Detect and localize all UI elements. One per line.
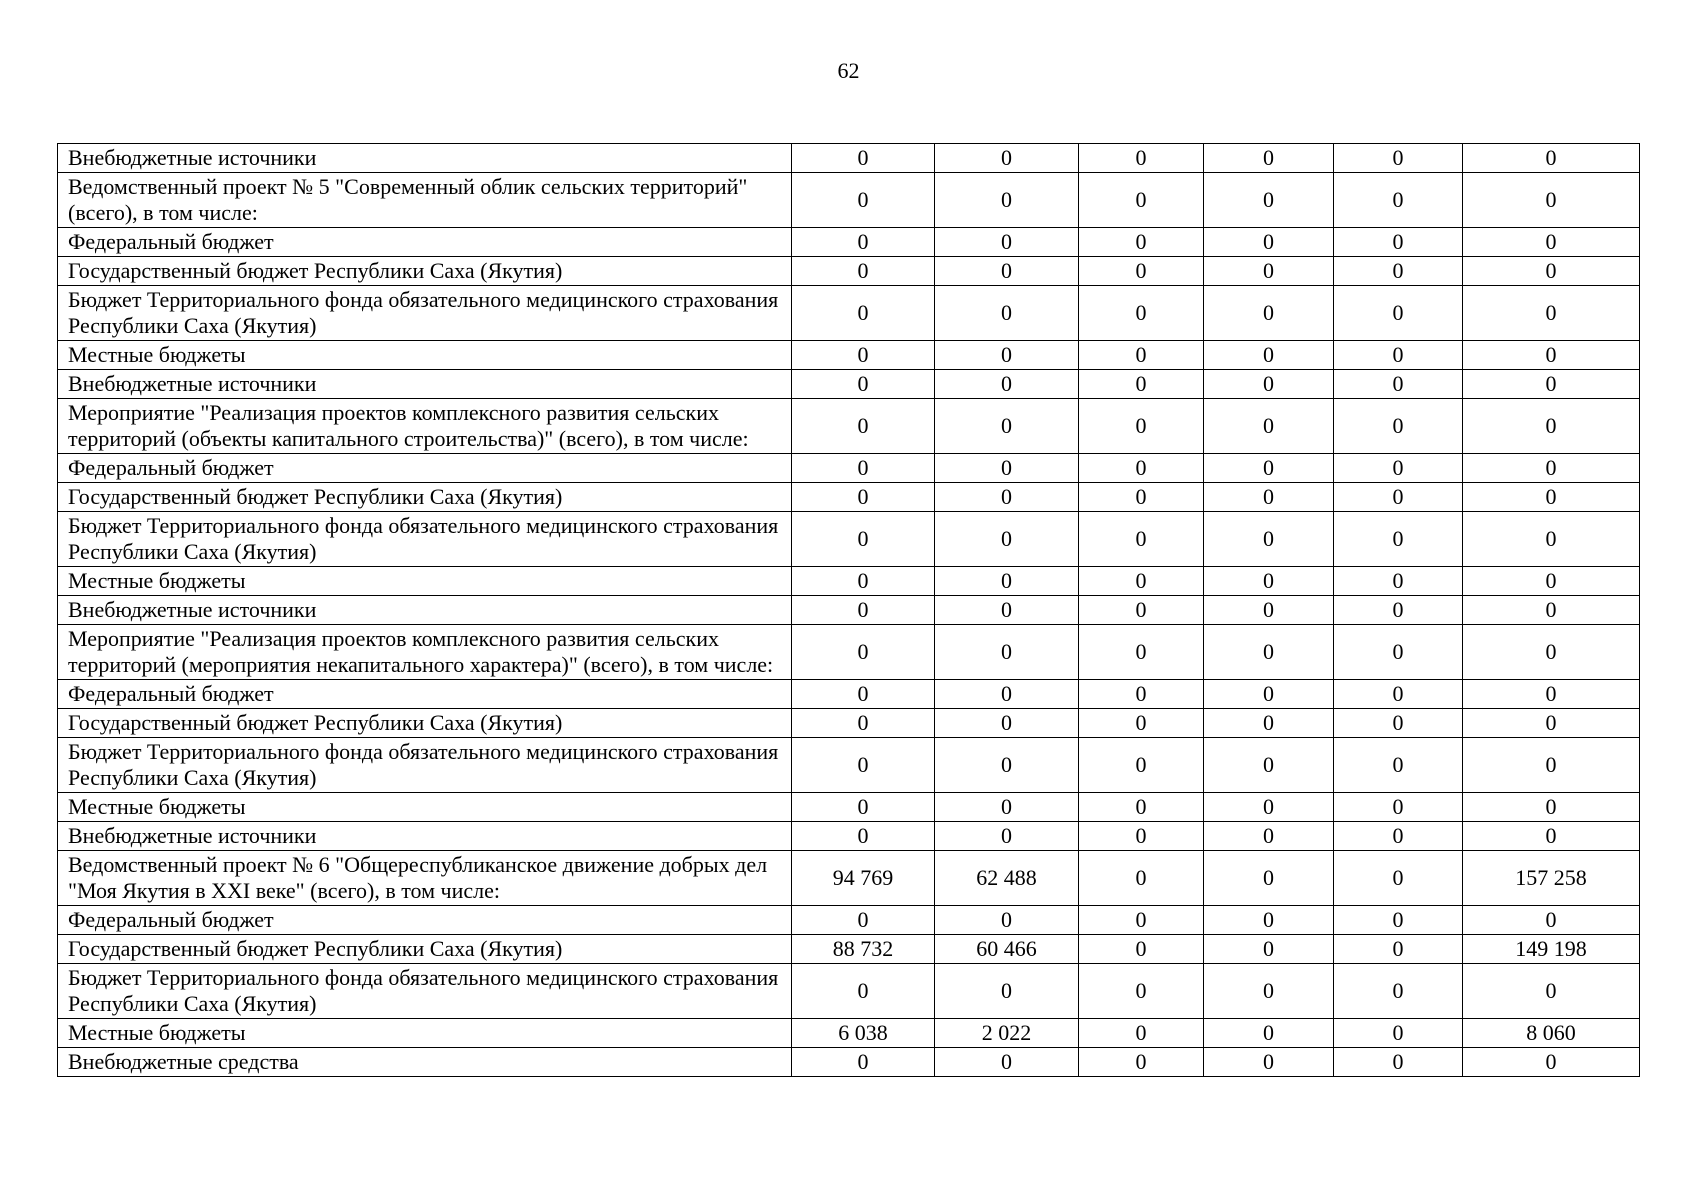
value-cell: 0	[1463, 567, 1640, 596]
value-cell: 0	[1463, 286, 1640, 341]
value-cell: 0	[1334, 906, 1463, 935]
value-cell: 0	[1334, 822, 1463, 851]
value-cell: 0	[792, 370, 935, 399]
row-label: Федеральный бюджет	[58, 454, 792, 483]
value-cell: 0	[935, 512, 1079, 567]
table-row	[58, 567, 1640, 596]
value-cell: 0	[792, 483, 935, 512]
value-cell: 0	[1079, 906, 1204, 935]
value-cell: 0	[792, 228, 935, 257]
value-cell: 0	[1463, 906, 1640, 935]
value-cell: 0	[1463, 596, 1640, 625]
value-cell: 0	[935, 625, 1079, 680]
table-row	[58, 483, 1640, 512]
value-cell: 0	[935, 286, 1079, 341]
value-cell: 60 466	[935, 935, 1079, 964]
value-cell: 0	[935, 680, 1079, 709]
value-cell: 0	[1334, 370, 1463, 399]
row-label: Внебюджетные источники	[58, 822, 792, 851]
table-row	[58, 851, 1640, 906]
table-row	[58, 906, 1640, 935]
value-cell: 0	[1463, 1048, 1640, 1077]
value-cell: 0	[1079, 1048, 1204, 1077]
value-cell: 0	[1079, 399, 1204, 454]
value-cell: 0	[1334, 454, 1463, 483]
value-cell: 0	[1079, 370, 1204, 399]
table-row	[58, 173, 1640, 228]
row-label: Бюджет Территориального фонда обязательного медицинского страхования Республики Саха (Якутия)	[58, 512, 792, 567]
value-cell: 0	[935, 709, 1079, 738]
value-cell: 0	[1204, 228, 1334, 257]
value-cell: 0	[1079, 341, 1204, 370]
value-cell: 0	[1204, 625, 1334, 680]
value-cell: 0	[1334, 228, 1463, 257]
row-label: Бюджет Территориального фонда обязательного медицинского страхования Республики Саха (Якутия)	[58, 286, 792, 341]
value-cell: 0	[792, 793, 935, 822]
value-cell: 0	[1334, 257, 1463, 286]
table-row	[58, 228, 1640, 257]
value-cell: 0	[935, 906, 1079, 935]
table-row	[58, 370, 1640, 399]
value-cell: 0	[1204, 851, 1334, 906]
value-cell: 88 732	[792, 935, 935, 964]
value-cell: 0	[1079, 680, 1204, 709]
value-cell: 0	[935, 454, 1079, 483]
value-cell: 0	[1334, 1019, 1463, 1048]
row-label: Государственный бюджет Республики Саха (Якутия)	[58, 483, 792, 512]
value-cell: 0	[935, 144, 1079, 173]
value-cell: 0	[1079, 454, 1204, 483]
value-cell: 0	[792, 257, 935, 286]
row-label: Федеральный бюджет	[58, 680, 792, 709]
value-cell: 0	[1463, 625, 1640, 680]
value-cell: 0	[1463, 341, 1640, 370]
value-cell: 0	[935, 596, 1079, 625]
value-cell: 0	[792, 454, 935, 483]
value-cell: 0	[935, 738, 1079, 793]
row-label: Бюджет Территориального фонда обязательного медицинского страхования Республики Саха (Якутия)	[58, 738, 792, 793]
value-cell: 0	[1079, 483, 1204, 512]
value-cell: 0	[1463, 964, 1640, 1019]
value-cell: 0	[1334, 512, 1463, 567]
value-cell: 0	[1204, 341, 1334, 370]
value-cell: 0	[792, 709, 935, 738]
value-cell: 0	[1079, 793, 1204, 822]
value-cell: 0	[1463, 144, 1640, 173]
value-cell: 0	[1079, 512, 1204, 567]
value-cell: 0	[1079, 709, 1204, 738]
value-cell: 0	[1204, 257, 1334, 286]
row-label: Государственный бюджет Республики Саха (Якутия)	[58, 257, 792, 286]
value-cell: 0	[1079, 173, 1204, 228]
value-cell: 0	[1463, 680, 1640, 709]
row-label: Государственный бюджет Республики Саха (Якутия)	[58, 935, 792, 964]
table-row	[58, 144, 1640, 173]
value-cell: 0	[1334, 173, 1463, 228]
value-cell: 0	[792, 738, 935, 793]
value-cell: 0	[1334, 793, 1463, 822]
value-cell: 0	[1334, 709, 1463, 738]
value-cell: 0	[1334, 680, 1463, 709]
value-cell: 0	[935, 964, 1079, 1019]
value-cell: 0	[1334, 286, 1463, 341]
value-cell: 0	[1079, 567, 1204, 596]
value-cell: 0	[1204, 286, 1334, 341]
value-cell: 0	[1204, 483, 1334, 512]
row-label: Местные бюджеты	[58, 1019, 792, 1048]
value-cell: 0	[1463, 370, 1640, 399]
value-cell: 0	[1079, 935, 1204, 964]
value-cell: 0	[1204, 822, 1334, 851]
value-cell: 0	[792, 906, 935, 935]
table-row	[58, 454, 1640, 483]
table-row	[58, 257, 1640, 286]
row-label: Ведомственный проект № 6 "Общереспубликанское движение добрых дел "Моя Якутия в XXI веке" (всего), в том числе:	[58, 851, 792, 906]
value-cell: 0	[1463, 483, 1640, 512]
value-cell: 0	[792, 964, 935, 1019]
value-cell: 0	[1204, 370, 1334, 399]
value-cell: 0	[1204, 512, 1334, 567]
table-row	[58, 625, 1640, 680]
table-row	[58, 286, 1640, 341]
table-body	[58, 144, 1640, 1077]
value-cell: 0	[1204, 906, 1334, 935]
value-cell: 0	[1204, 1019, 1334, 1048]
table-row	[58, 738, 1640, 793]
value-cell: 0	[792, 341, 935, 370]
table-row	[58, 596, 1640, 625]
row-label: Мероприятие "Реализация проектов комплексного развития сельских территорий (мероприятия некапитального характера)" (всего), в том числе:	[58, 625, 792, 680]
value-cell: 0	[792, 173, 935, 228]
value-cell: 0	[1079, 286, 1204, 341]
value-cell: 0	[792, 680, 935, 709]
value-cell: 0	[1463, 709, 1640, 738]
value-cell: 0	[1334, 964, 1463, 1019]
table-row	[58, 1048, 1640, 1077]
value-cell: 0	[1079, 228, 1204, 257]
row-label: Внебюджетные источники	[58, 144, 792, 173]
value-cell: 0	[1204, 709, 1334, 738]
value-cell: 0	[1334, 935, 1463, 964]
value-cell: 0	[1463, 454, 1640, 483]
value-cell: 0	[1204, 173, 1334, 228]
value-cell: 0	[1334, 567, 1463, 596]
value-cell: 0	[935, 228, 1079, 257]
value-cell: 0	[1079, 257, 1204, 286]
row-label: Федеральный бюджет	[58, 906, 792, 935]
value-cell: 0	[1334, 738, 1463, 793]
row-label: Внебюджетные источники	[58, 596, 792, 625]
value-cell: 0	[935, 257, 1079, 286]
row-label: Внебюджетные средства	[58, 1048, 792, 1077]
value-cell: 0	[935, 822, 1079, 851]
value-cell: 0	[1079, 1019, 1204, 1048]
value-cell: 0	[1079, 596, 1204, 625]
value-cell: 0	[792, 512, 935, 567]
value-cell: 0	[1204, 935, 1334, 964]
value-cell: 0	[1079, 822, 1204, 851]
value-cell: 0	[1463, 228, 1640, 257]
value-cell: 0	[1204, 399, 1334, 454]
value-cell: 0	[935, 567, 1079, 596]
page-number: 62	[837, 58, 860, 83]
value-cell: 0	[1334, 144, 1463, 173]
value-cell: 0	[1204, 454, 1334, 483]
value-cell: 0	[935, 793, 1079, 822]
value-cell: 0	[1463, 822, 1640, 851]
value-cell: 0	[792, 399, 935, 454]
value-cell: 0	[1204, 793, 1334, 822]
value-cell: 0	[1334, 1048, 1463, 1077]
table-row	[58, 709, 1640, 738]
value-cell: 0	[1463, 399, 1640, 454]
value-cell: 0	[935, 399, 1079, 454]
budget-table	[57, 143, 1640, 1077]
row-label: Внебюджетные источники	[58, 370, 792, 399]
value-cell: 0	[1079, 964, 1204, 1019]
value-cell: 0	[1079, 625, 1204, 680]
value-cell: 0	[1079, 144, 1204, 173]
value-cell: 0	[792, 144, 935, 173]
value-cell: 0	[1204, 596, 1334, 625]
row-label: Мероприятие "Реализация проектов комплексного развития сельских территорий (объекты капитального строительства)" (всего), в том числе:	[58, 399, 792, 454]
value-cell: 0	[792, 567, 935, 596]
row-label: Федеральный бюджет	[58, 228, 792, 257]
row-label: Государственный бюджет Республики Саха (Якутия)	[58, 709, 792, 738]
value-cell: 0	[1204, 1048, 1334, 1077]
value-cell: 0	[1204, 738, 1334, 793]
value-cell: 0	[1204, 144, 1334, 173]
value-cell: 0	[1204, 680, 1334, 709]
row-label: Ведомственный проект № 5 "Современный облик сельских территорий" (всего), в том числе:	[58, 173, 792, 228]
value-cell: 0	[1334, 399, 1463, 454]
row-label: Местные бюджеты	[58, 567, 792, 596]
table-row	[58, 793, 1640, 822]
row-label: Бюджет Территориального фонда обязательного медицинского страхования Республики Саха (Якутия)	[58, 964, 792, 1019]
value-cell: 0	[792, 822, 935, 851]
value-cell: 0	[1334, 625, 1463, 680]
value-cell: 0	[1204, 964, 1334, 1019]
value-cell: 0	[1334, 851, 1463, 906]
value-cell: 0	[792, 625, 935, 680]
value-cell: 0	[935, 341, 1079, 370]
value-cell: 0	[792, 596, 935, 625]
value-cell: 2 022	[935, 1019, 1079, 1048]
table-row	[58, 399, 1640, 454]
table-row	[58, 935, 1640, 964]
table-row	[58, 964, 1640, 1019]
value-cell: 0	[935, 173, 1079, 228]
value-cell: 94 769	[792, 851, 935, 906]
table-row	[58, 822, 1640, 851]
value-cell: 62 488	[935, 851, 1079, 906]
value-cell: 0	[935, 483, 1079, 512]
value-cell: 0	[1463, 257, 1640, 286]
value-cell: 0	[1204, 567, 1334, 596]
table-row	[58, 1019, 1640, 1048]
value-cell: 0	[1334, 483, 1463, 512]
value-cell: 0	[1463, 173, 1640, 228]
table-row	[58, 680, 1640, 709]
table-row	[58, 512, 1640, 567]
value-cell: 157 258	[1463, 851, 1640, 906]
value-cell: 6 038	[792, 1019, 935, 1048]
row-label: Местные бюджеты	[58, 341, 792, 370]
value-cell: 0	[1463, 793, 1640, 822]
value-cell: 0	[1079, 851, 1204, 906]
value-cell: 0	[792, 1048, 935, 1077]
value-cell: 0	[1334, 341, 1463, 370]
value-cell: 0	[1463, 738, 1640, 793]
row-label: Местные бюджеты	[58, 793, 792, 822]
value-cell: 0	[935, 1048, 1079, 1077]
value-cell: 0	[1079, 738, 1204, 793]
value-cell: 0	[1334, 596, 1463, 625]
value-cell: 8 060	[1463, 1019, 1640, 1048]
value-cell: 0	[935, 370, 1079, 399]
table-row	[58, 341, 1640, 370]
value-cell: 0	[792, 286, 935, 341]
value-cell: 149 198	[1463, 935, 1640, 964]
value-cell: 0	[1463, 512, 1640, 567]
